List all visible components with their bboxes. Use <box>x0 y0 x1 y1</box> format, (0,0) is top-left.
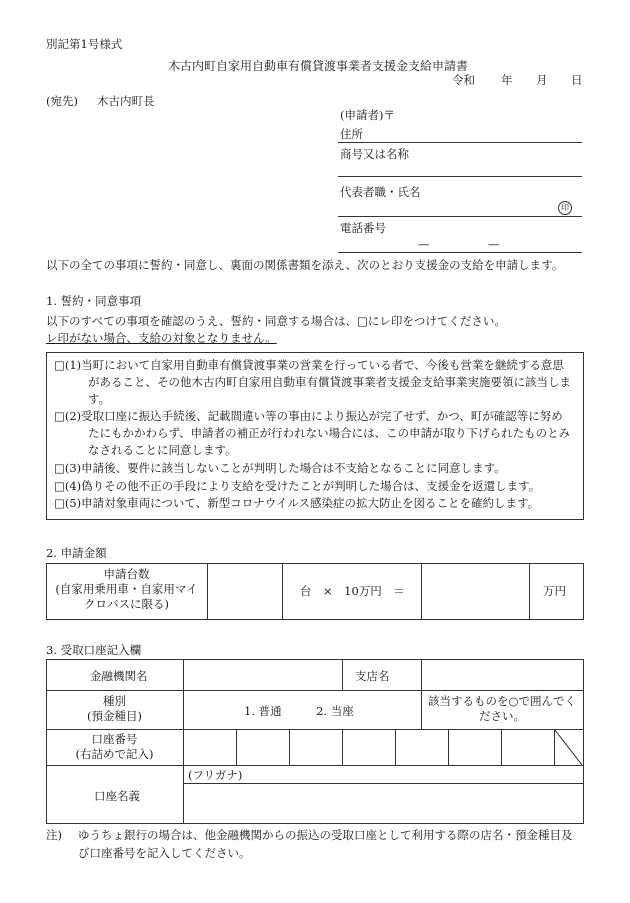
business-name-line[interactable] <box>338 176 582 177</box>
amount-label: 申請台数 (自家用乗用車・自家用マイ クロバスに限る) <box>55 567 198 611</box>
branch-name-input[interactable] <box>422 660 582 690</box>
section2-title: 2. 申請金額 <box>46 546 107 560</box>
section3-title: 3. 受取口座記入欄 <box>46 643 142 657</box>
addressee-label: (宛先) <box>46 94 78 108</box>
date-month: 月 <box>536 73 548 87</box>
consent-item-1[interactable]: □(1)当町において自家用自動車有償貸渡事業の営業を行っている者で、今後も営業を継続する意思があること、その他木古内町自家用自動車有償貸渡事業者支援金支給事業実施要領に該当します。 <box>54 358 571 406</box>
amount-unit: 万円 <box>543 584 566 598</box>
form-number: 別記第1号様式 <box>46 37 123 51</box>
phone-dash-1: — <box>418 237 430 251</box>
address-line[interactable] <box>338 142 582 143</box>
account-holder-label: 口座名義 <box>94 789 140 803</box>
consent-item-2[interactable]: □(2)受取口座に振込手続後、記載間違い等の事由により振込が完了せず、かつ、町が確認等に努めたにもかかわらず、申請者の補正が行われない場合には、この申請が取り下げられたものとみなされることに同意します。 <box>54 409 571 457</box>
account-digit-2[interactable] <box>237 730 289 765</box>
account-digit-3[interactable] <box>290 730 342 765</box>
account-type-label: 種別 (預金種目) <box>87 694 142 723</box>
phone-label: 電話番号 <box>340 221 386 235</box>
account-type-note: 該当するものを○で囲んでく ださい。 <box>427 694 577 723</box>
address-label: 住所 <box>340 127 363 141</box>
vehicle-count-input[interactable] <box>208 564 281 618</box>
account-number-label: 口座番号 (右詰めで記入) <box>75 732 154 761</box>
amount-input[interactable] <box>422 564 528 618</box>
unused-cell-slash <box>555 730 582 765</box>
phone-line[interactable] <box>338 252 582 253</box>
representative-line[interactable] <box>338 216 582 217</box>
business-name-label: 商号又は名称 <box>340 147 409 161</box>
note-label: 注) <box>46 828 62 842</box>
representative-label: 代表者職・氏名 <box>340 185 421 199</box>
addressee-name: 木古内町長 <box>97 94 155 108</box>
account-type-options[interactable]: 1. 普通 2. 当座 <box>244 704 354 718</box>
account-holder-input[interactable] <box>184 784 582 821</box>
amount-formula: 台 × 10万円 ＝ <box>300 584 405 598</box>
applicant-label: (申請者)〒 <box>340 108 395 122</box>
section1-title: 1. 誓約・同意事項 <box>46 294 142 308</box>
bank-name-input[interactable] <box>184 660 342 690</box>
date-era: 令和 <box>452 73 475 87</box>
seal-mark: 印 <box>558 201 572 215</box>
note-line-2: び口座番号を記入してください。 <box>78 846 251 860</box>
account-digit-1[interactable] <box>184 730 236 765</box>
note-line-1: ゆうちょ銀行の場合は、他金融機関からの振込の受取口座として利用する際の店名・預金種目及 <box>78 828 573 842</box>
consent-item-4[interactable]: □(4)偽りその他不正の手段により支給を受けたことが判明した場合は、支援金を返還します。 <box>54 479 541 493</box>
branch-name-label: 支店名 <box>355 669 390 683</box>
furigana-label: (フリガナ) <box>188 768 243 782</box>
consent-item-5[interactable]: □(5)申請対象車両について、新型コロナウイルス感染症の拡大防止を図ることを確約します。 <box>54 496 540 510</box>
consent-item-3[interactable]: □(3)申請後、要件に該当しないことが判明した場合は不支給となることに同意します。 <box>54 461 506 475</box>
bank-name-label: 金融機関名 <box>90 669 148 683</box>
account-digit-6[interactable] <box>449 730 501 765</box>
date-year: 年 <box>501 73 513 87</box>
account-digit-5[interactable] <box>396 730 448 765</box>
account-digit-7[interactable] <box>502 730 554 765</box>
date-day: 日 <box>571 73 583 87</box>
intro-text: 以下の全ての事項に誓約・同意し、裏面の関係書類を添え、次のとおり支援金の支給を申請します。 <box>46 258 564 272</box>
account-digit-4[interactable] <box>343 730 395 765</box>
section1-instruction: 以下のすべての事項を確認のうえ、誓約・同意する場合は、□にレ印をつけてください。 <box>46 314 506 328</box>
section1-warning: レ印がない場合、支給の対象となりません。 <box>46 331 277 345</box>
form-title: 木古内町自家用自動車有償貸渡事業者支援金支給申請書 <box>168 59 469 73</box>
phone-dash-2: — <box>488 237 500 251</box>
